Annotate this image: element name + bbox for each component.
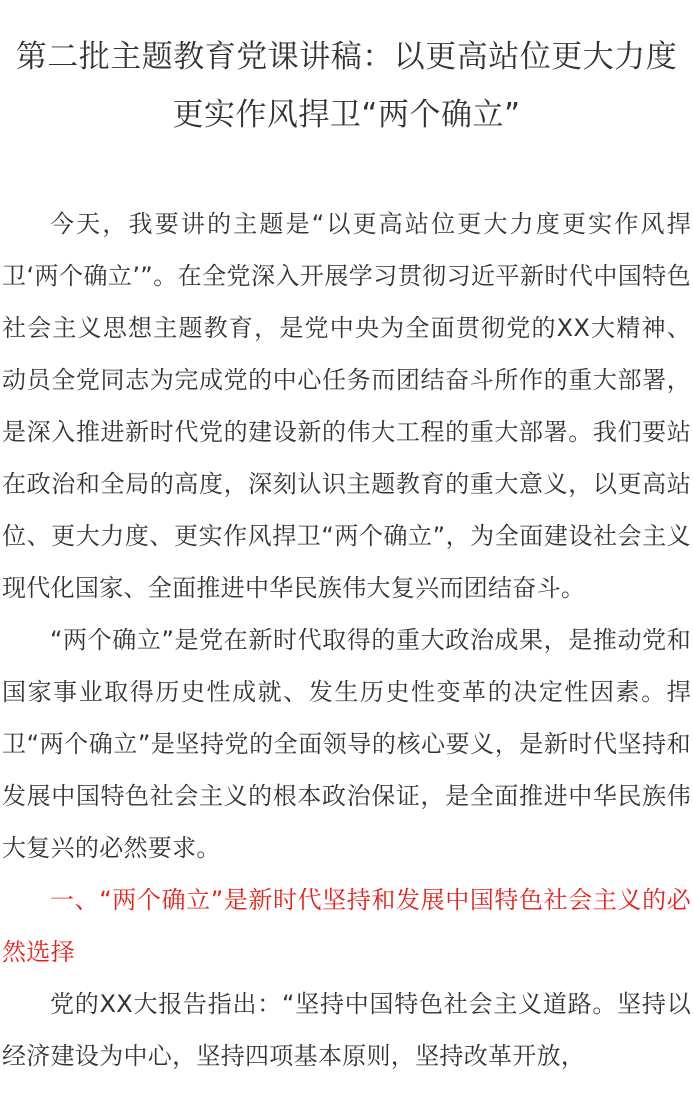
- section-heading-1: 一、“两个确立”是新时代坚持和发展中国特色社会主义的必然选择: [2, 886, 691, 966]
- paragraph-report-quote: 党的XX大报告指出：“坚持中国特色社会主义道路。坚持以经济建设为中心，坚持四项基本原则，坚持改革开放，: [2, 990, 691, 1070]
- document-body: [0, 144, 693, 1082]
- paragraph-intro: 今天，我要讲的主题是“以更高站位更大力度更实作风捍卫‘两个确立’”。在全党深入开展学习贯彻习近平新时代中国特色社会主义思想主题教育，是党中央为全面贯彻党的XX大精神、动员全党同志为完成党的中心任务而团结奋斗所作的重大部署，是深入推进新时代党的建设新的伟大工程的重大部署。我们要站在政治和全局的高度，深刻认识主题教育的重大意义，以更高站位、更大力度、更实作风捍卫“两个确立”，为全面建设社会主义现代化国家、全面推进中华民族伟大复兴而团结奋斗。: [2, 210, 691, 602]
- document-title: 第二批主题教育党课讲稿：以更高站位更大力度更实作风捍卫“两个确立”: [15, 39, 678, 133]
- paragraph-two-establishments: “两个确立”是党在新时代取得的重大政治成果，是推动党和国家事业取得历史性成就、发生历史性变革的决定性因素。捍卫“两个确立”是坚持党的全面领导的核心要义，是新时代坚持和发展中国特色社会主义的根本政治保证，是全面推进中华民族伟大复兴的必然要求。: [2, 626, 691, 862]
